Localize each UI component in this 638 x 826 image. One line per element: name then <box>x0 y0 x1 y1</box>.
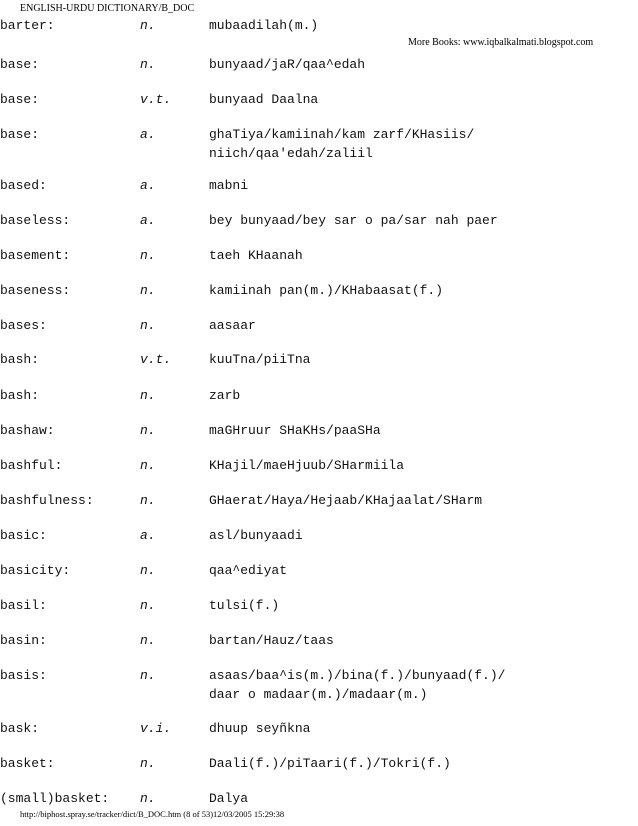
entry-meaning-line: dhuup seyñkna <box>209 721 311 736</box>
entry-meaning <box>209 491 629 510</box>
entry-part-of-speech: v.t. <box>140 92 172 107</box>
entry-word: basil: <box>0 598 47 613</box>
entry-word: base: <box>0 127 40 142</box>
entry-meaning <box>209 719 629 738</box>
entry-meaning-line: tulsi(f.) <box>209 598 280 613</box>
entry-part-of-speech: n. <box>140 18 156 33</box>
more-books-link-text: More Books: www.iqbalkalmati.blogspot.com <box>408 37 594 48</box>
entry-part-of-speech: n. <box>140 493 156 508</box>
entry-meaning-line: bey bunyaad/bey sar o pa/sar nah paer <box>209 213 498 228</box>
entry-part-of-speech: a. <box>140 127 156 142</box>
entry-word: bash: <box>0 388 40 403</box>
entry-part-of-speech: n. <box>140 318 156 333</box>
entry-part-of-speech: n. <box>140 598 156 613</box>
entry-word: basic: <box>0 528 47 543</box>
entry-meaning-line: asl/bunyaadi <box>209 528 303 543</box>
entry-word: basin: <box>0 633 47 648</box>
entry-meaning <box>209 666 629 704</box>
entry-meaning-line: bartan/Hauz/taas <box>209 633 334 648</box>
entry-meaning <box>209 789 629 808</box>
entry-part-of-speech: n. <box>140 248 156 263</box>
entry-meaning <box>209 526 629 545</box>
entry-meaning <box>209 246 629 265</box>
entry-meaning <box>209 176 629 195</box>
entry-meaning-line: asaas/baa^is(m.)/bina(f.)/bunyaad(f.)/ <box>209 668 506 683</box>
entry-meaning-line: KHajil/maeHjuub/SHarmiila <box>209 458 405 473</box>
entry-meaning-line: daar o madaar(m.)/madaar(m.) <box>209 687 428 702</box>
entry-part-of-speech: n. <box>140 633 156 648</box>
entry-part-of-speech: a. <box>140 213 156 228</box>
entry-part-of-speech: a. <box>140 528 156 543</box>
entry-part-of-speech: n. <box>140 563 156 578</box>
entry-part-of-speech: a. <box>140 178 156 193</box>
entry-meaning-line: niich/qaa'edah/zaliil <box>209 146 373 161</box>
entry-meaning-line: Dalya <box>209 791 249 806</box>
entry-meaning-line: zarb <box>209 388 241 403</box>
entry-meaning-line: kamiinah pan(m.)/KHabaasat(f.) <box>209 283 444 298</box>
entry-word: bashaw: <box>0 423 55 438</box>
entry-meaning <box>209 596 629 615</box>
entry-meaning <box>209 561 629 580</box>
entry-part-of-speech: n. <box>140 423 156 438</box>
entry-meaning-line: qaa^ediyat <box>209 563 288 578</box>
entry-part-of-speech: n. <box>140 791 156 806</box>
document-header-title: ENGLISH-URDU DICTIONARY/B_DOC <box>20 3 195 14</box>
entry-meaning <box>209 211 629 230</box>
entry-meaning-line: aasaar <box>209 318 256 333</box>
entry-meaning <box>209 754 629 773</box>
entry-word: bashfulness: <box>0 493 94 508</box>
entry-word: bask: <box>0 721 40 736</box>
entry-word: baseless: <box>0 213 71 228</box>
entry-meaning-line: maGHruur SHaKHs/paaSHa <box>209 423 381 438</box>
entry-meaning-line: bunyaad Daalna <box>209 92 319 107</box>
entry-meaning-line: mabni <box>209 178 249 193</box>
entry-word: based: <box>0 178 47 193</box>
entry-meaning-line: taeh KHaanah <box>209 248 303 263</box>
entry-meaning <box>209 350 629 369</box>
entry-meaning <box>209 316 629 335</box>
entry-part-of-speech: n. <box>140 388 156 403</box>
entry-part-of-speech: v.i. <box>140 721 172 736</box>
entry-part-of-speech: v.t. <box>140 352 172 367</box>
entry-part-of-speech: n. <box>140 458 156 473</box>
entry-word: basis: <box>0 668 47 683</box>
entry-meaning-line: mubaadilah(m.) <box>209 18 319 33</box>
entry-meaning <box>209 125 629 163</box>
entry-meaning <box>209 90 629 109</box>
entry-meaning <box>209 55 629 74</box>
entry-meaning-line: Daali(f.)/piTaari(f.)/Tokri(f.) <box>209 756 451 771</box>
entry-part-of-speech: n. <box>140 668 156 683</box>
entry-meaning-line: bunyaad/jaR/qaa^edah <box>209 57 366 72</box>
entry-meaning-line: GHaerat/Haya/Hejaab/KHajaalat/SHarm <box>209 493 483 508</box>
entry-part-of-speech: n. <box>140 283 156 298</box>
entry-meaning <box>209 16 629 35</box>
footer-url: http://biphost.spray.se/tracker/dict/B_DOC.htm (8 of 53)12/03/2005 15:29:38 <box>20 809 285 819</box>
entry-meaning <box>209 456 629 475</box>
entry-word: basement: <box>0 248 71 263</box>
entry-part-of-speech: n. <box>140 57 156 72</box>
entry-meaning-line: ghaTiya/kamiinah/kam zarf/KHasiis/ <box>209 127 475 142</box>
entry-meaning <box>209 386 629 405</box>
entry-word: baseness: <box>0 283 71 298</box>
entry-word: base: <box>0 92 40 107</box>
entry-meaning <box>209 631 629 650</box>
entry-word: bashful: <box>0 458 63 473</box>
entry-meaning-line: kuuTna/piiTna <box>209 352 311 367</box>
entry-word: (small)basket: <box>0 791 110 806</box>
entry-meaning <box>209 281 629 300</box>
entry-word: basicity: <box>0 563 71 578</box>
entry-part-of-speech: n. <box>140 756 156 771</box>
entry-word: bases: <box>0 318 47 333</box>
entry-word: basket: <box>0 756 55 771</box>
entry-word: base: <box>0 57 40 72</box>
entry-word: barter: <box>0 18 55 33</box>
entry-meaning <box>209 421 629 440</box>
entry-word: bash: <box>0 352 40 367</box>
